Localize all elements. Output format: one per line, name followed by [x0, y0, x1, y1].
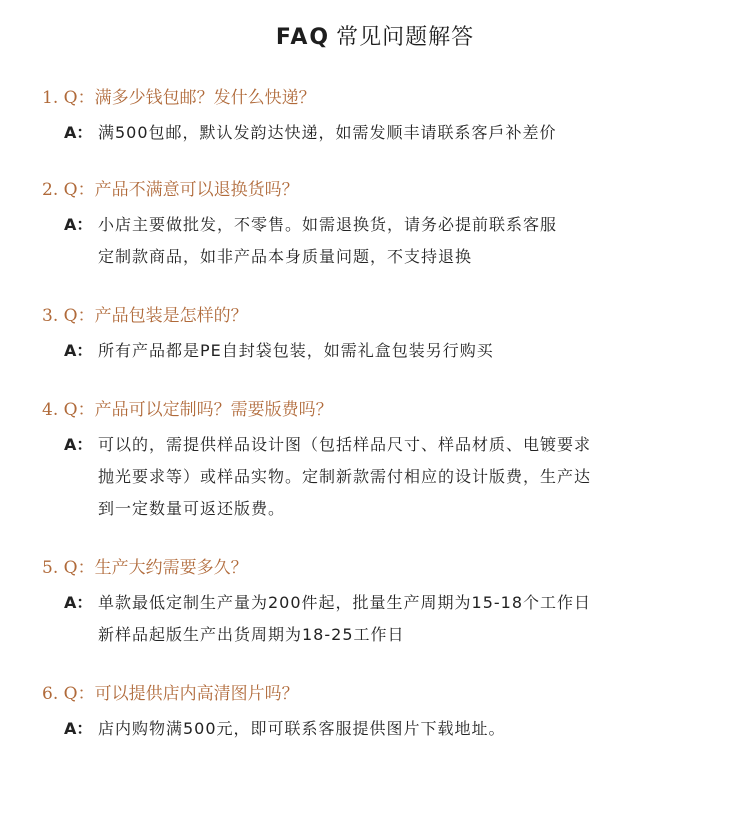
- question-text: 产品不满意可以退换货吗？: [94, 180, 299, 200]
- faq-item: [42, 681, 732, 745]
- question-number: 2.: [42, 180, 59, 200]
- faq-item: [42, 177, 732, 273]
- answer-block: [42, 429, 732, 525]
- answer-prefix: A：: [64, 435, 93, 454]
- question-prefix: Q：: [63, 180, 95, 200]
- question-prefix: Q：: [63, 88, 95, 108]
- question-line: [42, 303, 732, 329]
- title-faq-word: FAQ: [275, 25, 331, 50]
- answer-block: [42, 587, 732, 651]
- answer-line: 所有产品都是PE自封袋包装，如需礼盒包装另行购买: [98, 341, 494, 360]
- question-number: 6.: [42, 684, 59, 704]
- question-prefix: Q：: [63, 400, 95, 420]
- question-text: 满多少钱包邮？发什么快递？: [94, 88, 316, 108]
- answer-line: 小店主要做批发，不零售。如需退换货，请务必提前联系客服: [98, 215, 558, 234]
- answer-prefix: A：: [64, 215, 93, 234]
- faq-item: [42, 85, 732, 149]
- question-line: [42, 177, 732, 203]
- page-title: [0, 20, 750, 51]
- question-number: 1.: [42, 88, 59, 108]
- question-prefix: Q：: [63, 684, 95, 704]
- question-line: [42, 85, 732, 111]
- question-prefix: Q：: [63, 558, 95, 578]
- question-line: [42, 555, 732, 581]
- answer-prefix: A：: [64, 123, 93, 142]
- question-line: [42, 397, 732, 423]
- answer-prefix: A：: [64, 719, 93, 738]
- question-text: 产品包装是怎样的？: [94, 306, 248, 326]
- question-prefix: Q：: [63, 306, 95, 326]
- answer-line: 新样品起版生产出货周期为18-25工作日: [98, 625, 405, 644]
- question-text: 生产大约需要多久？: [94, 558, 248, 578]
- question-number: 5.: [42, 558, 59, 578]
- faq-item: [42, 555, 732, 651]
- answer-line: 单款最低定制生产量为200件起，批量生产周期为15-18个工作日: [98, 593, 592, 612]
- title-text: 常见问题解答: [336, 25, 475, 50]
- answer-block: [42, 713, 732, 745]
- answer-line: 满500包邮，默认发韵达快递，如需发顺丰请联系客戶补差价: [98, 123, 557, 142]
- question-number: 3.: [42, 306, 59, 326]
- faq-item: [42, 303, 732, 367]
- answer-line: 定制款商品，如非产品本身质量问题，不支持退换: [98, 247, 473, 266]
- answer-block: [42, 209, 732, 273]
- answer-prefix: A：: [64, 593, 93, 612]
- answer-line: 抛光要求等）或样品实物。定制新款需付相应的设计版费，生产达: [98, 467, 592, 486]
- answer-block: [42, 335, 732, 367]
- answer-line: 到一定数量可返还版费。: [98, 499, 286, 518]
- answer-prefix: A：: [64, 341, 93, 360]
- question-number: 4.: [42, 400, 59, 420]
- faq-item: [42, 397, 732, 525]
- answer-line: 店内购物满500元，即可联系客服提供图片下载地址。: [98, 719, 506, 738]
- question-line: [42, 681, 732, 707]
- answer-block: [42, 117, 732, 149]
- question-text: 可以提供店内高清图片吗？: [94, 684, 299, 704]
- question-text: 产品可以定制吗？需要版费吗？: [94, 400, 333, 420]
- answer-line: 可以的，需提供样品设计图（包括样品尺寸、样品材质、电镀要求: [98, 435, 592, 454]
